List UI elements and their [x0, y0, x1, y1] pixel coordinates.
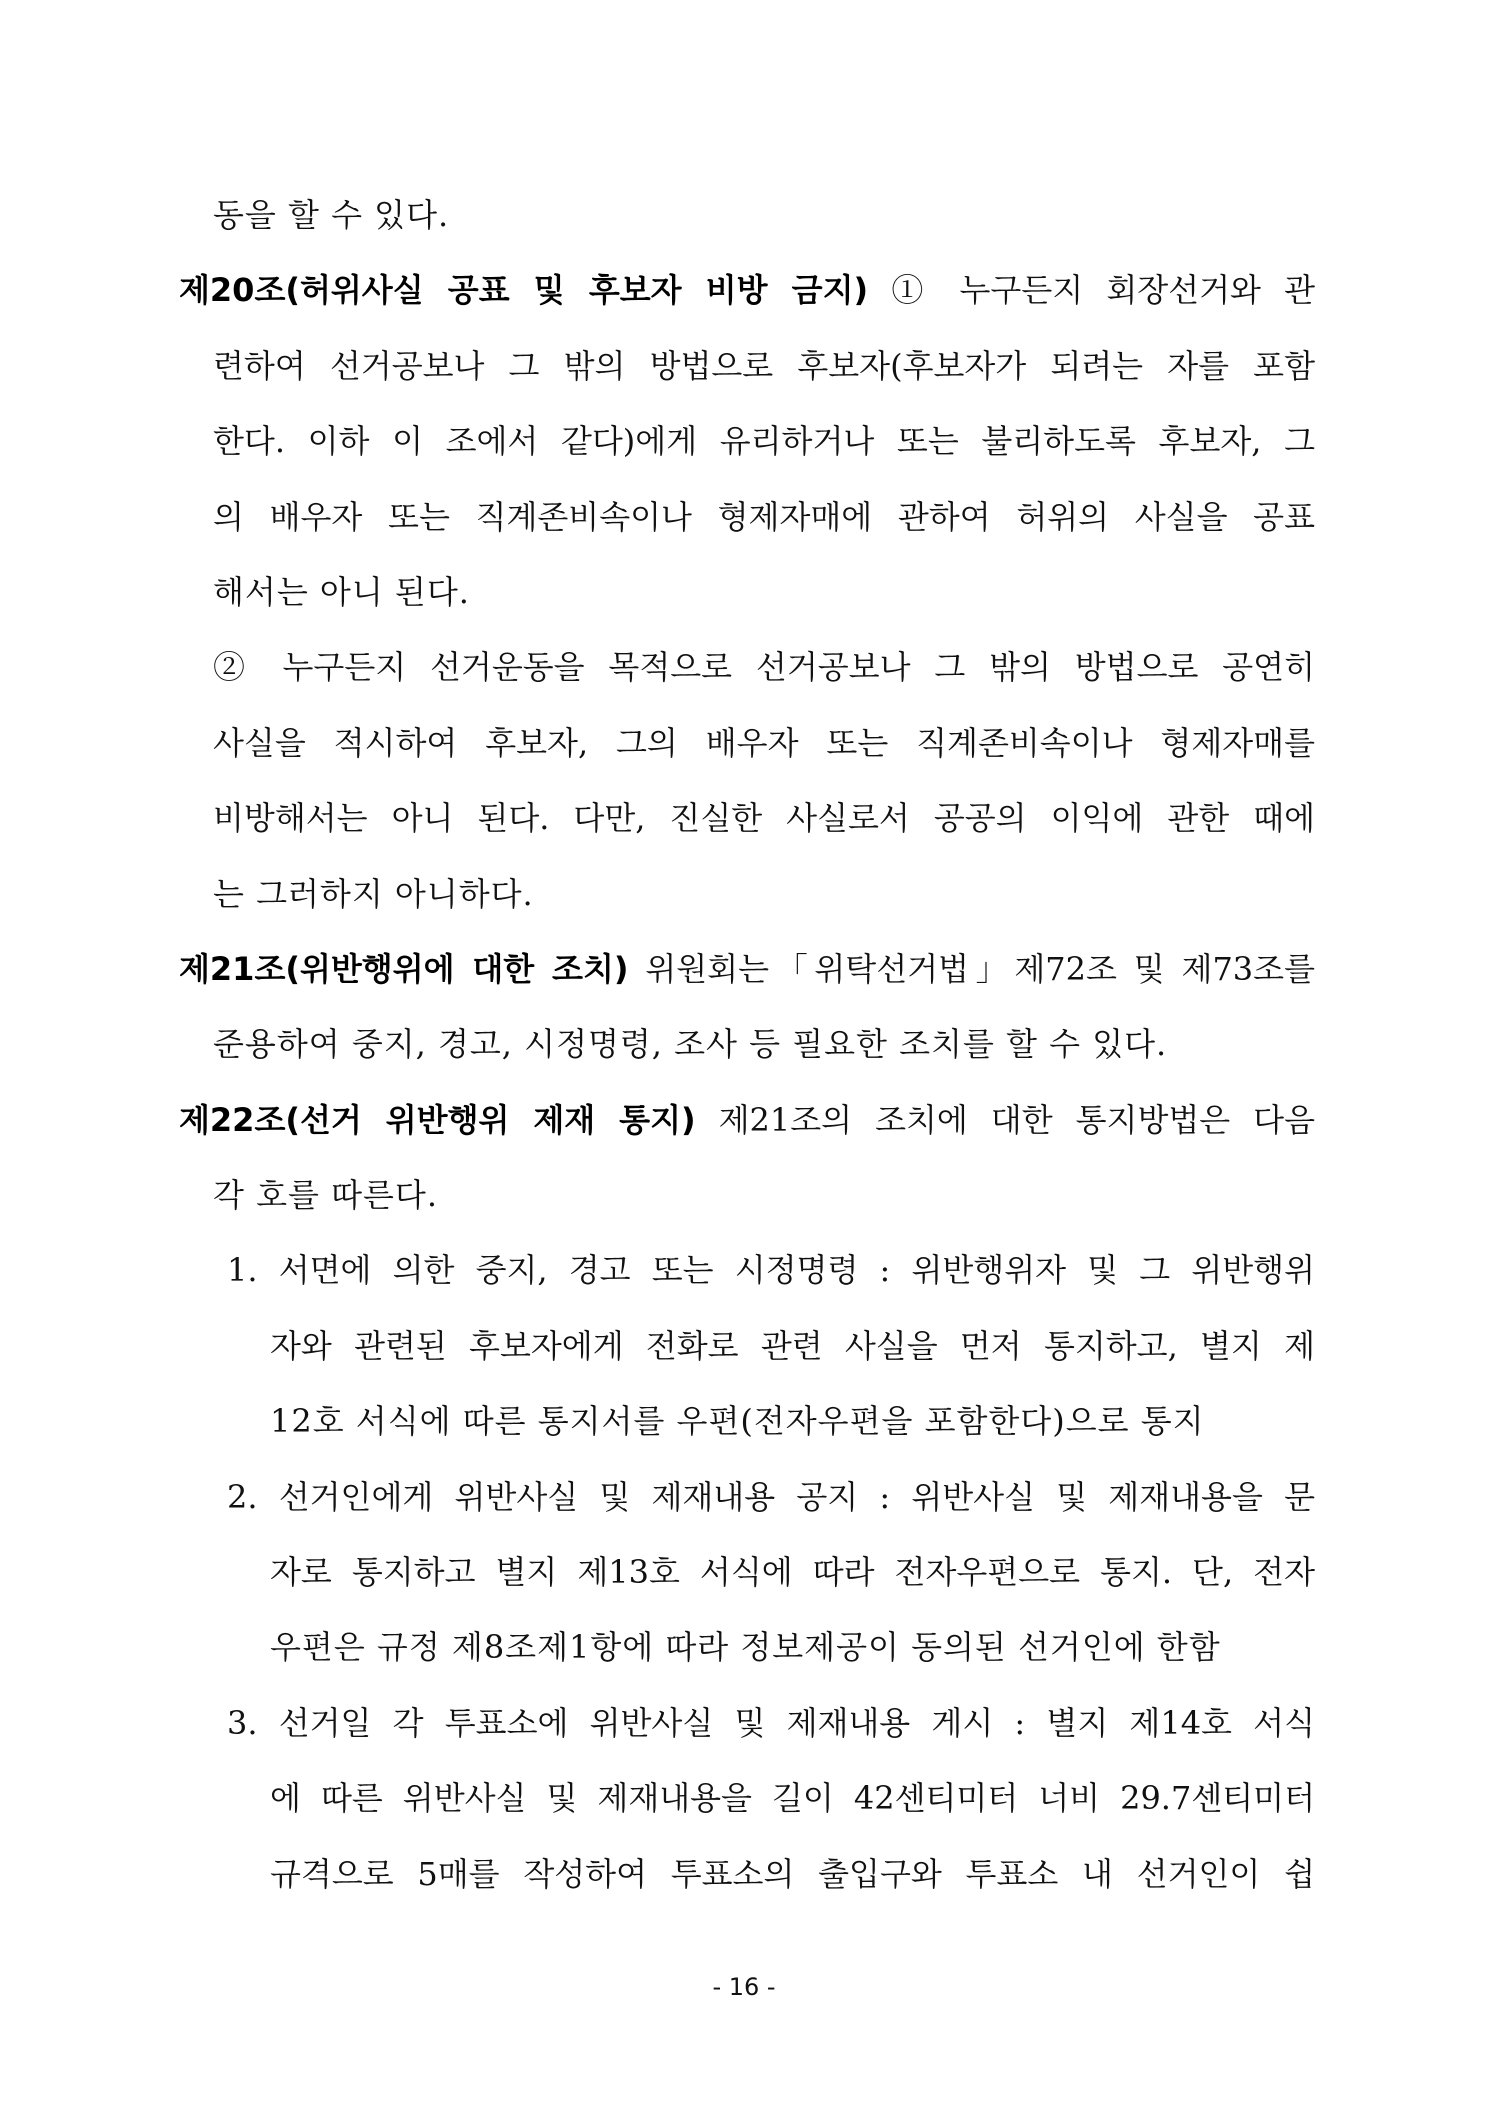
article-20-clause-1-line: ① 누구든지 회장선거와 관	[891, 271, 1316, 310]
page-number: - 16 -	[712, 1973, 776, 2001]
article-22-item-3-line: 에 따른 위반사실 및 제재내용을 길이 42센티미터 너비 29.7센티미터	[270, 1779, 1315, 1818]
page-body	[0, 178, 1488, 1912]
article-22-heading-line	[179, 1083, 1315, 1158]
carryover-line: 동을 할 수 있다.	[213, 196, 450, 234]
article-20-clause-1-line: 해서는 아니 된다.	[213, 572, 470, 611]
article-20-heading: 제20조(허위사실 공표 및 후보자 비방 금지)	[179, 271, 869, 310]
article-22-body-line: 제21조의 조치에 대한 통지방법은 다음	[718, 1100, 1316, 1139]
article-22-item-2-line: 자로 통지하고 별지 제13호 서식에 따라 전자우편으로 통지. 단, 전자	[270, 1553, 1315, 1592]
article-20-clause-2-line: 비방해서는 아니 된다. 다만, 진실한 사실로서 공공의 이익에 관한 때에	[213, 799, 1315, 838]
article-22-item-1-line: 12호 서식에 따른 통지서를 우편(전자우편을 포함한다)으로 통지	[270, 1402, 1205, 1441]
article-21-body-line: 준용하여 중지, 경고, 시정명령, 조사 등 필요한 조치를 할 수 있다.	[213, 1025, 1168, 1064]
article-21-heading: 제21조(위반행위에 대한 조치)	[179, 949, 629, 988]
article-22-item-1-line: 자와 관련된 후보자에게 전화로 관련 사실을 먼저 통지하고, 별지 제	[270, 1326, 1315, 1365]
article-20-clause-1-line: 한다. 이하 이 조에서 같다)에게 유리하거나 또는 불리하도록 후보자, 그	[213, 422, 1315, 461]
article-22-item-1-line: 1. 서면에 의한 중지, 경고 또는 시정명령 : 위반행위자 및 그 위반행위	[227, 1251, 1315, 1290]
article-22-item-3-line: 3. 선거일 각 투표소에 위반사실 및 제재내용 게시 : 별지 제14호 서식	[227, 1703, 1315, 1742]
article-22-heading: 제22조(선거 위반행위 제재 통지)	[179, 1100, 696, 1139]
article-20-clause-2-line: ② 누구든지 선거운동을 목적으로 선거공보나 그 밖의 방법으로 공연히	[213, 648, 1315, 687]
article-20-clause-1-line: 의 배우자 또는 직계존비속이나 형제자매에 관하여 허위의 사실을 공표	[213, 497, 1315, 536]
article-22-item-2-line: 2. 선거인에게 위반사실 및 제재내용 공지 : 위반사실 및 제재내용을 문	[227, 1477, 1315, 1516]
article-22-item-3-line: 규격으로 5매를 작성하여 투표소의 출입구와 투표소 내 선거인이 쉽	[270, 1854, 1315, 1893]
article-21-body-line: 위원회는「위탁선거법」제72조 및 제73조를	[645, 949, 1315, 988]
article-20-clause-2-line: 사실을 적시하여 후보자, 그의 배우자 또는 직계존비속이나 형제자매를	[213, 723, 1315, 762]
article-21-heading-line	[179, 932, 1315, 1007]
article-22-item-2-line: 우편은 규정 제8조제1항에 따라 정보제공이 동의된 선거인에 한함	[270, 1628, 1221, 1667]
article-20-heading-line	[179, 253, 1315, 328]
article-20-clause-1-line: 련하여 선거공보나 그 밖의 방법으로 후보자(후보자가 되려는 자를 포함	[213, 346, 1315, 385]
article-22-body-line: 각 호를 따른다.	[213, 1176, 438, 1215]
article-20-clause-2-line: 는 그러하지 아니하다.	[213, 874, 534, 913]
